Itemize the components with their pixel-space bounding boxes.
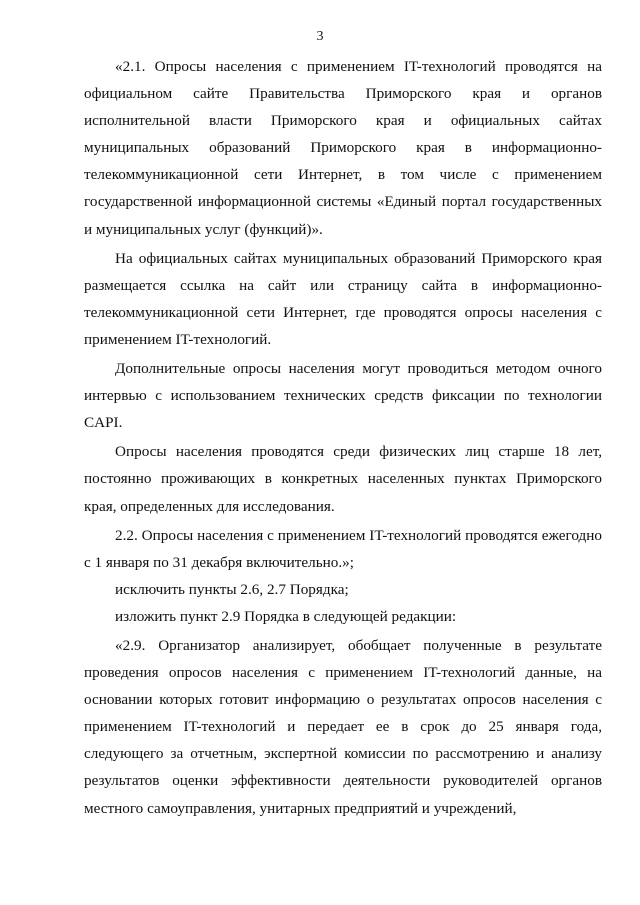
page-number: 3 — [316, 29, 324, 44]
paragraph-survey-population: Опросы населения проводятся среди физических лиц старше 18 лет, постоянно проживающих в конкретных населенных пунктах Приморского края, определенных для исследования. — [84, 443, 602, 515]
paragraph-2-1: «2.1. Опросы населения с применением IT-технологий проводятся на официальном сайте Правительства Приморского края и органов исполнительной власти Приморского края и официальных сайтах муниципальных образований Приморского края в информационно-телекоммуникационной сети Интернет, в том числе с применением государственной информационной системы «Единый портал государственных и муниципальных услуг (функций)». — [84, 58, 602, 238]
paragraph-2-2: 2.2. Опросы населения с применением IT-технологий проводятся ежегодно с 1 января по 31 декабря включительно.»; — [84, 526, 602, 571]
paragraph-official-sites-link: На официальных сайтах муниципальных образований Приморского края размещается ссылка на сайт или страницу сайта в информационно-телекоммуникационной сети Интернет, где проводятся опросы населения с применением IT-технологий. — [84, 249, 602, 348]
paragraph-additional-surveys: Дополнительные опросы населения могут проводиться методом очного интервью с использованием технических средств фиксации по технологии CAPI. — [84, 360, 602, 432]
paragraph-2-9: «2.9. Организатор анализирует, обобщает полученные в результате проведения опросов населения с применением IT-технологий данные, на основании которых готовит информацию о результатах опросов населения с применением IT-технологий и передает ее в срок до 25 января года, следующего за отчетным, экспертной комиссии по рассмотрению и анализу результатов оценки эффективности деятельности руководителей органов местного самоуправления, унитарных предприятий и учреждений, — [84, 636, 602, 817]
paragraph-exclude-items: исключить пункты 2.6, 2.7 Порядка; — [115, 580, 349, 598]
document-body — [84, 53, 602, 822]
paragraph-amend-2-9: изложить пункт 2.9 Порядка в следующей редакции: — [115, 607, 457, 625]
